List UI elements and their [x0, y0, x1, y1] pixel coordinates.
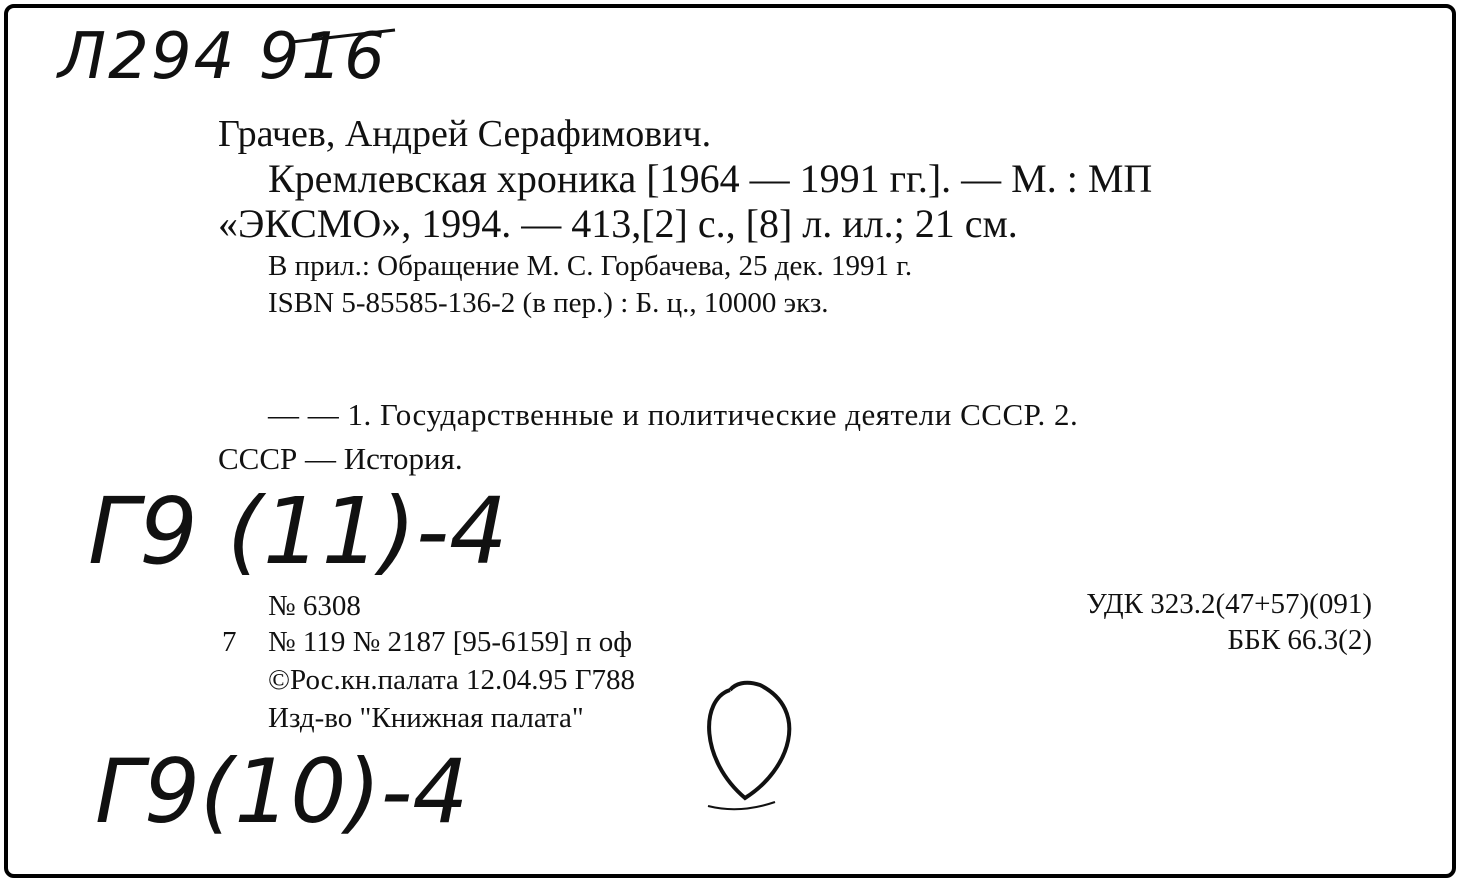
shelf-mark-handwritten-2: Г9(10)-4 [95, 740, 469, 843]
number-line-2-prefix: 7 [222, 626, 237, 658]
udc-code: УДК 323.2(47+57)(091) [1086, 588, 1372, 620]
note-line: В прил.: Обращение М. С. Горбачева, 25 дек. 1991 г. [268, 250, 913, 282]
shelf-mark-handwritten-1: Г9 (11)-4 [88, 478, 508, 585]
title-line-2: «ЭКСМО», 1994. — 413,[2] с., [8] л. ил.; 21 см. [218, 201, 1018, 246]
inventory-number: Л294 916 [58, 20, 387, 94]
isbn-line: ISBN 5-85585-136-2 (в пер.) : Б. ц., 10000 экз. [268, 287, 829, 319]
publisher-line: Изд-во "Книжная палата" [268, 702, 584, 734]
bbk-code: ББК 66.3(2) [1227, 624, 1372, 656]
subjects-line-2: СССР — История. [218, 441, 463, 476]
subjects-line-1: — — 1. Государственные и политические деятели СССР. 2. [268, 397, 1079, 432]
number-line-1: № 6308 [268, 590, 361, 622]
title-line-1: Кремлевская хроника [1964 — 1991 гг.]. — М. : МП [268, 156, 1153, 201]
author-heading: Грачев, Андрей Серафимович. [218, 113, 712, 155]
chamber-line: ©Рос.кн.палата 12.04.95 Г788 [268, 664, 636, 696]
number-line-2: № 119 № 2187 [95-6159] п оф [268, 626, 633, 658]
